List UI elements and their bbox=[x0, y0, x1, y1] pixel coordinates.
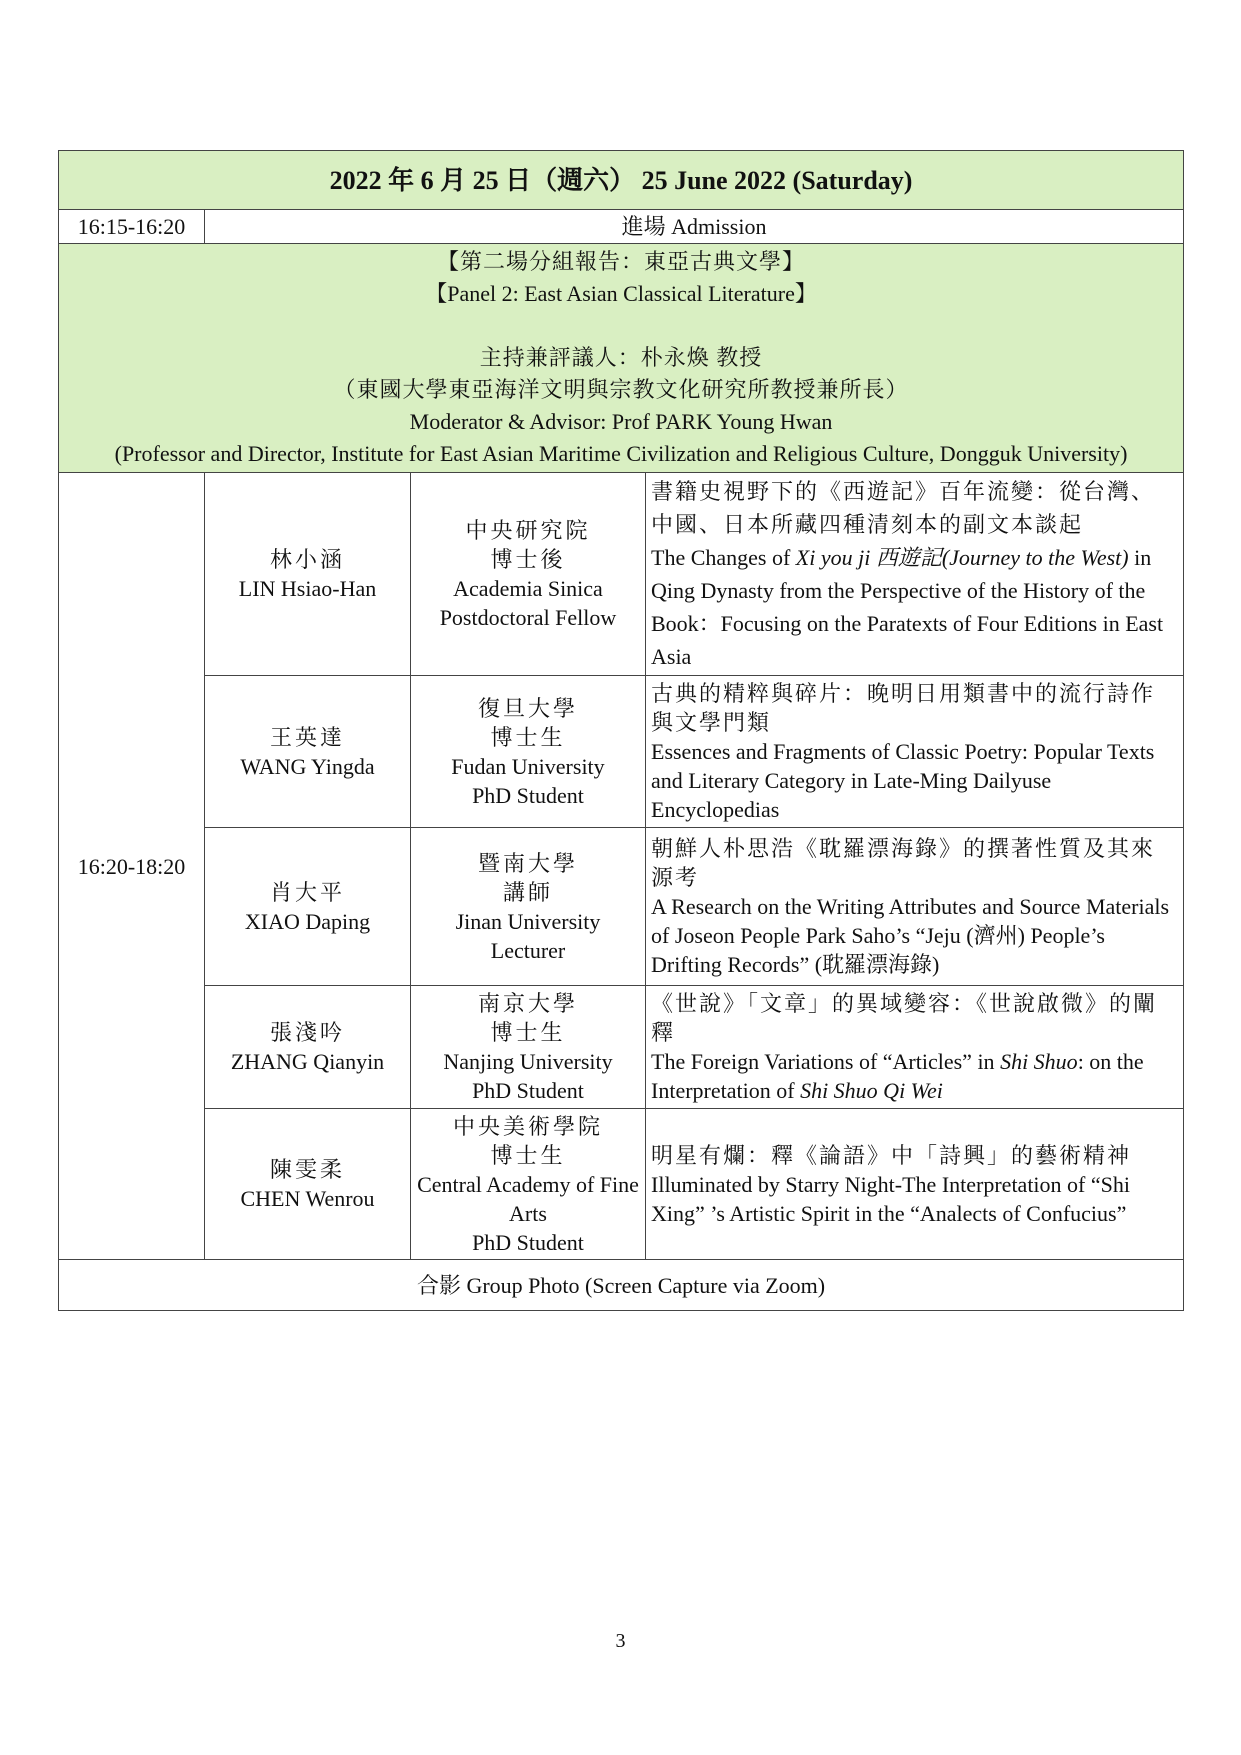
talk-title bbox=[646, 986, 1184, 1109]
talk-title-zh: 朝鮮人朴思浩《耽羅漂海錄》的撰著性質及其來源考 bbox=[651, 836, 1156, 890]
affiliation-institution-zh: 復旦大學 bbox=[477, 695, 578, 721]
admission-label: 進場 Admission bbox=[205, 210, 1184, 244]
panel-header bbox=[59, 244, 1184, 473]
talk-title-en bbox=[651, 1170, 1178, 1228]
talk-row bbox=[59, 828, 1184, 986]
title-text: The Foreign Variations of “Articles” in bbox=[651, 1049, 1001, 1074]
moderator-affiliation-en: (Professor and Director, Institute for East Asian Maritime Civilization and Religious Culture, Dongguk University) bbox=[114, 441, 1128, 466]
moderator-affiliation-zh: （東國大學東亞海洋文明與宗教文化研究所教授兼所長） bbox=[333, 377, 909, 402]
speaker-name-zh: 肖大平 bbox=[269, 879, 345, 905]
speaker-affiliation bbox=[411, 676, 646, 828]
talk-title bbox=[646, 1109, 1184, 1260]
title-text: The Changes of bbox=[651, 545, 796, 570]
affiliation-institution-en: Nanjing University bbox=[443, 1049, 613, 1074]
date-header-row bbox=[59, 151, 1184, 210]
admission-time: 16:15-16:20 bbox=[59, 210, 205, 244]
affiliation-role-zh: 講師 bbox=[502, 879, 553, 905]
talk-title-zh: 明星有爛：釋《論語》中「詩興」的藝術精神 bbox=[651, 1142, 1132, 1168]
speaker-name-en: ZHANG Qianyin bbox=[230, 1049, 385, 1074]
affiliation-role-zh: 博士生 bbox=[490, 724, 566, 750]
moderator-zh: 主持兼評議人：朴永煥 教授 bbox=[479, 345, 763, 370]
affiliation-role-en: PhD Student bbox=[472, 1229, 584, 1255]
admission-row bbox=[59, 210, 1184, 244]
affiliation-role-zh: 博士生 bbox=[490, 1142, 566, 1168]
speaker-affiliation bbox=[411, 473, 646, 676]
speaker-name-zh: 張淺吟 bbox=[269, 1020, 345, 1045]
panel-title-en: 【Panel 2: East Asian Classical Literature】 bbox=[425, 281, 817, 306]
talk-title-en bbox=[651, 1047, 1178, 1105]
speaker-name-en: CHEN Wenrou bbox=[240, 1186, 375, 1211]
speaker-affiliation bbox=[411, 1109, 646, 1260]
affiliation-role-en: Postdoctoral Fellow bbox=[439, 605, 617, 630]
speaker-name-en: XIAO Daping bbox=[244, 908, 371, 934]
speaker-affiliation bbox=[411, 828, 646, 986]
talk-row bbox=[59, 473, 1184, 676]
talk-title-en bbox=[651, 892, 1178, 979]
talk-row bbox=[59, 1109, 1184, 1260]
title-italic: Shi Shuo bbox=[1000, 1049, 1078, 1074]
title-text: Essences and Fragments of Classic Poetry: Popular Texts and Literary Category in Late-Ming Dailyuse Encyclopedias bbox=[651, 739, 1155, 822]
session-time: 16:20-18:20 bbox=[59, 473, 205, 1260]
affiliation-institution-zh: 暨南大學 bbox=[477, 850, 578, 876]
talk-title bbox=[646, 473, 1184, 676]
title-text: in Qing Dynasty from the Perspective of the History of the Book：Focusing on the Paratexts of Four Editions in East Asia bbox=[651, 545, 1164, 669]
panel-title-zh: 【第二場分組報告：東亞古典文學】 bbox=[437, 249, 806, 274]
speaker-name bbox=[205, 676, 411, 828]
affiliation-institution-en: Academia Sinica bbox=[453, 576, 603, 601]
affiliation-institution-zh: 南京大學 bbox=[477, 991, 578, 1016]
speaker-name bbox=[205, 473, 411, 676]
talk-title bbox=[646, 676, 1184, 828]
moderator-en: Moderator & Advisor: Prof PARK Young Hwan bbox=[409, 409, 833, 434]
title-text: : on the Interpretation of bbox=[651, 1049, 1144, 1103]
talk-title-zh: 《世說》「文章」的異域變容：《世說啟微》的闡釋 bbox=[651, 991, 1158, 1045]
speaker-name-en: LIN Hsiao-Han bbox=[238, 576, 377, 601]
talk-title-en bbox=[651, 541, 1178, 673]
affiliation-institution-zh: 中央研究院 bbox=[465, 518, 591, 543]
affiliation-institution-zh: 中央美術學院 bbox=[452, 1113, 603, 1139]
speaker-name-zh: 陳雯柔 bbox=[269, 1157, 345, 1182]
title-text: Illuminated by Starry Night-The Interpretation of “Shi Xing” ’s Artistic Spirit in the “Analects of Confucius” bbox=[651, 1171, 1130, 1226]
title-italic: Shi Shuo Qi Wei bbox=[800, 1078, 943, 1103]
talk-row bbox=[59, 676, 1184, 828]
talk-title-zh: 古典的精粹與碎片：晚明日用類書中的流行詩作與文學門類 bbox=[651, 681, 1156, 735]
affiliation-institution-en: Fudan University bbox=[451, 753, 605, 779]
talk-title-en bbox=[651, 737, 1178, 824]
affiliation-role-zh: 博士後 bbox=[490, 547, 566, 572]
group-photo-label: 合影 Group Photo (Screen Capture via Zoom) bbox=[59, 1260, 1184, 1311]
group-photo-row bbox=[59, 1260, 1184, 1311]
affiliation-role-en: PhD Student bbox=[472, 1078, 584, 1103]
page-number: 3 bbox=[615, 1630, 626, 1652]
talk-title bbox=[646, 828, 1184, 986]
speaker-name bbox=[205, 828, 411, 986]
affiliation-institution-en: Central Academy of Fine Arts bbox=[417, 1171, 639, 1226]
speaker-name bbox=[205, 1109, 411, 1260]
affiliation-role-en: Lecturer bbox=[490, 937, 566, 963]
title-text: A Research on the Writing Attributes and Source Materials of Joseon People Park Saho’s “Jeju (濟州) People’s Drifting Records” (耽羅漂海錄) bbox=[651, 894, 1170, 977]
speaker-name-zh: 林小涵 bbox=[269, 547, 345, 572]
speaker-name-zh: 王英達 bbox=[269, 724, 345, 750]
speaker-name bbox=[205, 986, 411, 1109]
panel-header-row bbox=[59, 244, 1184, 473]
talk-title-zh: 書籍史視野下的《西遊記》百年流變：從台灣、中國、日本所藏四種清刻本的副文本談起 bbox=[651, 479, 1156, 537]
affiliation-role-zh: 博士生 bbox=[490, 1020, 566, 1045]
date-heading: 2022 年 6 月 25 日（週六） 25 June 2022 (Saturday) bbox=[59, 151, 1184, 210]
schedule-table bbox=[58, 150, 1184, 1311]
talk-row bbox=[59, 986, 1184, 1109]
title-italic: Xi you ji 西遊記(Journey to the West) bbox=[795, 545, 1129, 570]
affiliation-institution-en: Jinan University bbox=[455, 908, 601, 934]
speaker-name-en: WANG Yingda bbox=[240, 753, 375, 779]
panel-spacer bbox=[64, 310, 1178, 342]
affiliation-role-en: PhD Student bbox=[472, 782, 584, 808]
speaker-affiliation bbox=[411, 986, 646, 1109]
